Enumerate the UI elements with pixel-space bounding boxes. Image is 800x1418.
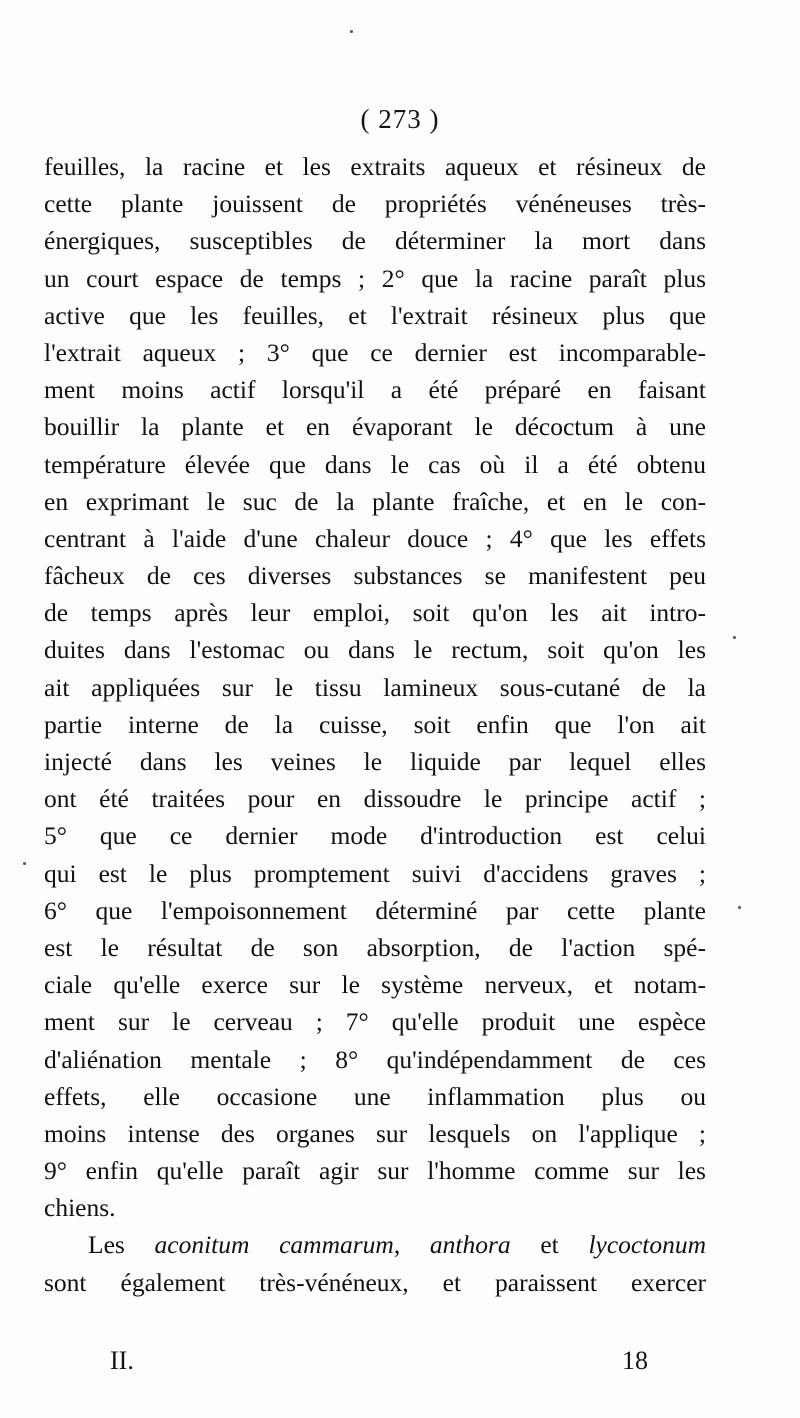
text-line: ciale qu'elle exerce sur le système nerveux, et notam-	[44, 970, 706, 1000]
ink-speck	[738, 906, 741, 909]
text-line: est le résultat de son absorption, de l'action spé-	[44, 932, 706, 962]
text-line: qui est le plus promptement suivi d'accidens graves ;	[44, 858, 706, 888]
text-line: active que les feuilles, et l'extrait résineux plus que	[44, 300, 706, 330]
text-fragment: ,	[393, 1230, 430, 1260]
text-line: injecté dans les veines le liquide par lequel elles	[44, 747, 706, 776]
sheet-number: 18	[622, 1346, 648, 1375]
text-line: effets, elle occasione une inflammation plus ou	[44, 1081, 706, 1111]
ink-speck	[23, 862, 26, 865]
signature-mark: II.	[110, 1346, 134, 1375]
text-line: duites dans l'estomac ou dans le rectum, soit qu'on les	[44, 635, 706, 665]
text-line: d'aliénation mentale ; 8° qu'indépendamment de ces	[44, 1044, 706, 1074]
text-fragment: Les	[88, 1230, 155, 1260]
text-line: partie interne de la cuisse, soit enfin que l'on ait	[44, 709, 706, 739]
body-text	[44, 148, 706, 1301]
text-line: 9° enfin qu'elle paraît agir sur l'homme comme sur les	[44, 1156, 706, 1186]
paragraph-line-species	[44, 1226, 706, 1263]
text-line: de temps après leur emploi, soit qu'on les ait intro-	[44, 598, 706, 628]
text-line: un court espace de temps ; 2° que la racine paraît plus	[44, 263, 706, 293]
ink-speck	[733, 636, 736, 639]
species-name: aconitum cammarum	[154, 1230, 394, 1260]
text-line: 6° que l'empoisonnement déterminé par cette plante	[44, 895, 706, 925]
text-line: bouillir la plante et en évaporant le décoctum à une	[44, 412, 706, 442]
text-line: en exprimant le suc de la plante fraîche, et en le con-	[44, 486, 706, 516]
text-line: énergiques, susceptibles de déterminer la mort dans	[44, 226, 706, 256]
page-footer	[0, 1346, 800, 1382]
text-line: feuilles, la racine et les extraits aqueux et résineux de	[44, 152, 706, 181]
species-name: anthora	[429, 1230, 511, 1260]
text-line: ait appliquées sur le tissu lamineux sous-cutané de la	[44, 672, 706, 702]
text-line: ment moins actif lorsqu'il a été préparé en faisant	[44, 375, 706, 405]
ink-speck	[350, 30, 353, 33]
text-line: ont été traitées pour en dissoudre le principe actif ;	[44, 784, 706, 814]
text-line: l'extrait aqueux ; 3° que ce dernier est incomparable-	[44, 337, 706, 367]
text-line: moins intense des organes sur lesquels on l'applique ;	[44, 1118, 706, 1148]
species-name: lycoctonum	[588, 1230, 706, 1260]
text-line: chiens.	[44, 1193, 116, 1223]
text-line: centrant à l'aide d'une chaleur douce ; 4° que les effets	[44, 523, 706, 553]
text-line: 5° que ce dernier mode d'introduction est celui	[44, 821, 706, 851]
page-number: ( 273 )	[360, 104, 440, 134]
text-line: température élevée que dans le cas où il a été obtenu	[44, 449, 706, 479]
text-line: sont également très-vénéneux, et paraissent exercer	[44, 1267, 706, 1297]
text-line: ment sur le cerveau ; 7° qu'elle produit une espèce	[44, 1007, 706, 1037]
text-line: cette plante jouissent de propriétés vénéneuses très-	[44, 189, 706, 219]
text-line: fâcheux de ces diverses substances se manifestent peu	[44, 561, 706, 591]
text-fragment: et	[510, 1230, 589, 1260]
